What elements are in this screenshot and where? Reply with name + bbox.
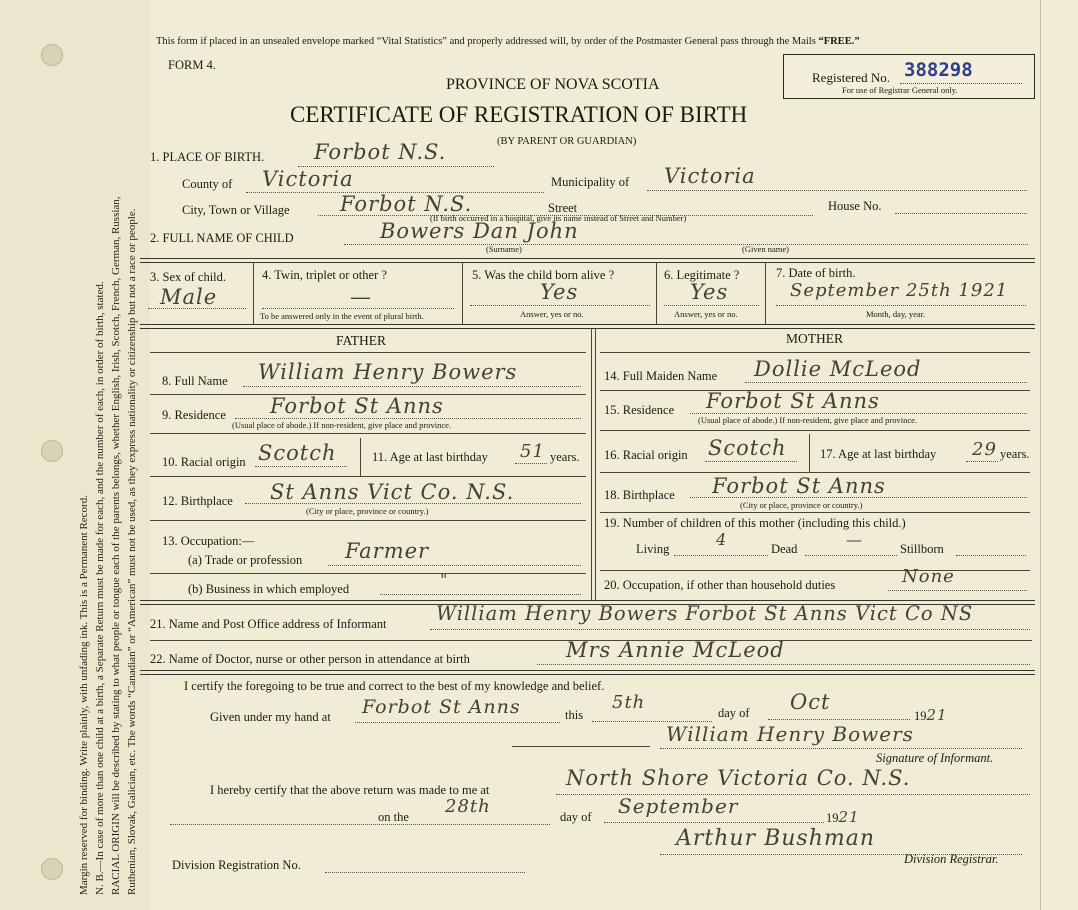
divider bbox=[956, 555, 1026, 556]
return-year bbox=[826, 808, 860, 826]
mother-name-label: 14. Full Maiden Name bbox=[604, 369, 718, 383]
house-number-label: House No. bbox=[828, 199, 882, 213]
mother-age-label: 17. Age at last birthday bbox=[820, 447, 937, 461]
informant-value: William Henry Bowers Forbot St Anns Vict Co NS bbox=[436, 602, 974, 625]
return-place-value: North Shore Victoria Co. N.S. bbox=[566, 766, 911, 790]
signature-of-informant-label: Signature of Informant. bbox=[876, 751, 994, 765]
return-year-value: 21 bbox=[838, 808, 860, 826]
children-label: 19. Number of children of this mother (including this child.) bbox=[604, 516, 906, 530]
mother-age-value: 29 bbox=[972, 439, 997, 460]
mail-free: “FREE.” bbox=[818, 36, 860, 47]
divider bbox=[600, 472, 1030, 473]
mother-residence-note: (Usual place of abode.) If non-resident, give place and province. bbox=[698, 415, 918, 425]
legitimate-label: 6. Legitimate ? bbox=[664, 268, 740, 282]
day-of-label-2: day of bbox=[560, 810, 592, 824]
divider bbox=[140, 258, 1035, 263]
day-of-label: day of bbox=[718, 706, 750, 720]
return-year-prefix: 19 bbox=[826, 811, 839, 825]
divider bbox=[705, 461, 797, 462]
mother-name-value: Dollie McLeod bbox=[754, 357, 922, 381]
twin-note: To be answered only in the event of plural birth. bbox=[260, 311, 424, 321]
child-name-value: Bowers Dan John bbox=[380, 219, 579, 243]
punch-hole bbox=[41, 44, 63, 66]
divider bbox=[140, 324, 1035, 329]
divider bbox=[660, 748, 1022, 749]
divider bbox=[895, 213, 1027, 214]
divider bbox=[591, 328, 592, 600]
divider bbox=[674, 555, 768, 556]
punch-hole bbox=[41, 858, 63, 880]
divider bbox=[515, 463, 547, 464]
divider bbox=[966, 461, 998, 462]
mother-residence-label: 15. Residence bbox=[604, 403, 675, 417]
municipality-label: Municipality of bbox=[551, 175, 630, 189]
margin-note-racial-origin: RACIAL ORIGIN will be described by stating to what people or tongue each of the parents belongs, whether English, Irish, Scotch, French, German, Russian, bbox=[110, 196, 122, 895]
divider bbox=[325, 872, 525, 873]
date-of-birth-label: 7. Date of birth. bbox=[776, 266, 856, 280]
mother-racial-value: Scotch bbox=[708, 436, 787, 460]
father-birthplace-note: (City or place, province or country.) bbox=[306, 506, 429, 516]
father-heading: FATHER bbox=[336, 333, 387, 348]
certify-statement: I certify the foregoing to be true and correct to the best of my knowledge and belief. bbox=[184, 679, 605, 693]
divider bbox=[140, 670, 1035, 675]
date-of-birth-note: Month, day, year. bbox=[866, 309, 926, 319]
province-heading: PROVINCE OF NOVA SCOTIA bbox=[446, 76, 660, 93]
registrar-use-note: For use of Registrar General only. bbox=[842, 85, 958, 95]
division-registration-label: Division Registration No. bbox=[172, 858, 301, 872]
place-of-birth-value: Forbot N.S. bbox=[314, 140, 447, 164]
mother-occupation-label: 20. Occupation, if other than household duties bbox=[604, 578, 836, 592]
dead-label: Dead bbox=[771, 542, 798, 556]
divider bbox=[235, 418, 581, 419]
divider bbox=[537, 664, 1030, 665]
divider bbox=[805, 555, 897, 556]
city-label: City, Town or Village bbox=[182, 203, 290, 217]
born-alive-value: Yes bbox=[540, 280, 579, 304]
divider bbox=[690, 413, 1027, 414]
legitimate-note: Answer, yes or no. bbox=[674, 309, 738, 319]
born-alive-note: Answer, yes or no. bbox=[520, 309, 584, 319]
doctor-label: 22. Name of Doctor, nurse or other person in attendance at birth bbox=[150, 652, 470, 666]
registered-number bbox=[904, 59, 973, 81]
father-birthplace-value: St Anns Vict Co. N.S. bbox=[270, 480, 515, 504]
father-trade-value: Farmer bbox=[345, 539, 430, 563]
divider bbox=[328, 565, 581, 566]
divider bbox=[888, 590, 1027, 591]
registered-number-part1: 388 bbox=[904, 59, 939, 81]
given-year-value: 21 bbox=[926, 706, 948, 724]
punch-hole bbox=[41, 440, 63, 462]
father-residence-value: Forbot St Anns bbox=[270, 394, 444, 418]
mother-birthplace-note: (City or place, province or country.) bbox=[740, 500, 863, 510]
return-day-value: 28th bbox=[445, 796, 491, 817]
divider bbox=[148, 308, 246, 309]
mother-birthplace-value: Forbot St Anns bbox=[712, 474, 886, 498]
county-value: Victoria bbox=[262, 167, 354, 191]
page-edge bbox=[1040, 0, 1041, 910]
mother-years: years. bbox=[1000, 447, 1030, 461]
father-name-label: 8. Full Name bbox=[162, 374, 228, 388]
divider bbox=[765, 262, 766, 324]
divider bbox=[664, 305, 759, 306]
divider bbox=[595, 328, 596, 600]
divider bbox=[150, 573, 586, 574]
divider bbox=[745, 382, 1027, 383]
informant-label: 21. Name and Post Office address of Informant bbox=[150, 617, 387, 631]
twin-label: 4. Twin, triplet or other ? bbox=[262, 268, 387, 282]
divider bbox=[243, 386, 581, 387]
given-year-prefix: 19 bbox=[914, 709, 927, 723]
street-label: Street bbox=[548, 201, 578, 215]
given-name-note: (Given name) bbox=[742, 244, 789, 254]
hospital-note: (If birth occurred in a hospital, give its name instead of Street and Number) bbox=[430, 213, 687, 223]
legitimate-value: Yes bbox=[690, 280, 729, 304]
divider bbox=[768, 719, 910, 720]
divider bbox=[776, 305, 1026, 306]
county-label: County of bbox=[182, 177, 233, 191]
father-years: years. bbox=[550, 450, 580, 464]
mother-residence-value: Forbot St Anns bbox=[706, 389, 880, 413]
mother-heading: MOTHER bbox=[786, 331, 843, 346]
divider bbox=[900, 83, 1022, 84]
sex-label: 3. Sex of child. bbox=[150, 270, 227, 284]
divider bbox=[647, 190, 1027, 191]
father-occupation-label: 13. Occupation:— bbox=[162, 534, 255, 548]
stillborn-label: Stillborn bbox=[900, 542, 944, 556]
father-racial-label: 10. Racial origin bbox=[162, 455, 246, 469]
given-day-value: 5th bbox=[612, 692, 646, 713]
divider bbox=[150, 520, 586, 521]
divider bbox=[690, 497, 1027, 498]
divider bbox=[600, 430, 1030, 431]
father-age-label: 11. Age at last birthday bbox=[372, 450, 488, 464]
city-value: Forbot N.S. bbox=[340, 192, 473, 216]
divider bbox=[150, 352, 586, 353]
divider bbox=[355, 722, 560, 723]
informant-signature: William Henry Bowers bbox=[666, 722, 914, 746]
father-age-value: 51 bbox=[520, 441, 545, 462]
page-title: CERTIFICATE OF REGISTRATION OF BIRTH bbox=[290, 102, 748, 127]
place-of-birth-label: 1. PLACE OF BIRTH. bbox=[150, 150, 265, 164]
margin-note-multiple-births: N. B.—In case of more than one child at a birth, a Separate Return must be made for each, and the number of each, in order of birth, stated. bbox=[94, 281, 106, 895]
child-name-label: 2. FULL NAME OF CHILD bbox=[150, 231, 294, 245]
divider bbox=[150, 476, 586, 477]
given-month-value: Oct bbox=[790, 690, 831, 714]
divider bbox=[253, 262, 254, 324]
mother-occupation-value: None bbox=[902, 566, 955, 587]
this-label: this bbox=[565, 708, 584, 722]
living-value: 4 bbox=[716, 530, 728, 549]
father-residence-note: (Usual place of abode.) If non-resident, give place and province. bbox=[232, 420, 452, 430]
divider bbox=[360, 438, 361, 476]
mother-racial-label: 16. Racial origin bbox=[604, 448, 688, 462]
divider bbox=[600, 512, 1030, 513]
mail-notice-text: This form if placed in an unsealed envelope marked “Vital Statistics” and properly addressed will, by order of the Postmaster General pass through the Mails bbox=[156, 36, 816, 47]
mail-notice bbox=[156, 36, 860, 47]
form-number: FORM 4. bbox=[168, 58, 216, 72]
father-business-value: " bbox=[440, 570, 449, 589]
doctor-value: Mrs Annie McLeod bbox=[566, 638, 785, 662]
given-under-label: Given under my hand at bbox=[210, 710, 331, 724]
surname-note: (Surname) bbox=[486, 244, 522, 254]
page-subtitle: (BY PARENT OR GUARDIAN) bbox=[497, 136, 637, 147]
margin-note-binding: Margin reserved for binding. Write plainly, with unfading ink. This is a Permanent Record. bbox=[78, 495, 90, 895]
registration-box bbox=[783, 54, 1035, 99]
father-trade-label: (a) Trade or profession bbox=[188, 553, 303, 567]
divider bbox=[600, 570, 1030, 571]
on-the-label: on the bbox=[378, 810, 409, 824]
divider bbox=[344, 244, 1028, 245]
divider bbox=[430, 629, 1030, 630]
mother-birthplace-label: 18. Birthplace bbox=[604, 488, 675, 502]
given-place-value: Forbot St Anns bbox=[362, 696, 521, 718]
divider bbox=[470, 305, 650, 306]
father-business-label: (b) Business in which employed bbox=[188, 582, 350, 596]
divider bbox=[462, 262, 463, 324]
margin-note-nationality: Ruthenian, Slovak, Galician, etc. The words “Canadian” or “American” must not be used, as they express nationality or citizenship but not a race or people. bbox=[126, 208, 138, 895]
divider bbox=[380, 594, 581, 595]
divider bbox=[245, 503, 581, 504]
divider bbox=[150, 433, 586, 434]
father-residence-label: 9. Residence bbox=[162, 408, 226, 422]
divider bbox=[512, 746, 650, 747]
sex-value: Male bbox=[160, 285, 218, 309]
living-label: Living bbox=[636, 542, 670, 556]
divider bbox=[604, 822, 824, 823]
binding-margin bbox=[0, 0, 150, 910]
divider bbox=[255, 466, 347, 467]
father-name-value: William Henry Bowers bbox=[258, 360, 518, 384]
father-birthplace-label: 12. Birthplace bbox=[162, 494, 233, 508]
twin-value: — bbox=[350, 285, 372, 309]
division-registrar-label: Division Registrar. bbox=[904, 852, 999, 866]
return-made-label: I hereby certify that the above return was made to me at bbox=[210, 783, 490, 797]
registered-number-part2: 298 bbox=[938, 59, 973, 81]
born-alive-label: 5. Was the child born alive ? bbox=[472, 268, 615, 282]
divider bbox=[656, 262, 657, 324]
divider bbox=[600, 352, 1030, 353]
divider bbox=[170, 824, 550, 825]
date-of-birth-value: September 25th 1921 bbox=[790, 280, 1009, 301]
registrar-signature: Arthur Bushman bbox=[676, 826, 876, 851]
given-year bbox=[914, 706, 948, 724]
dead-value: — bbox=[846, 530, 863, 549]
return-month-value: September bbox=[618, 794, 739, 818]
registered-label: Registered No. bbox=[812, 70, 890, 85]
municipality-value: Victoria bbox=[664, 164, 756, 188]
divider bbox=[262, 308, 454, 309]
father-racial-value: Scotch bbox=[258, 441, 337, 465]
divider bbox=[809, 434, 810, 472]
